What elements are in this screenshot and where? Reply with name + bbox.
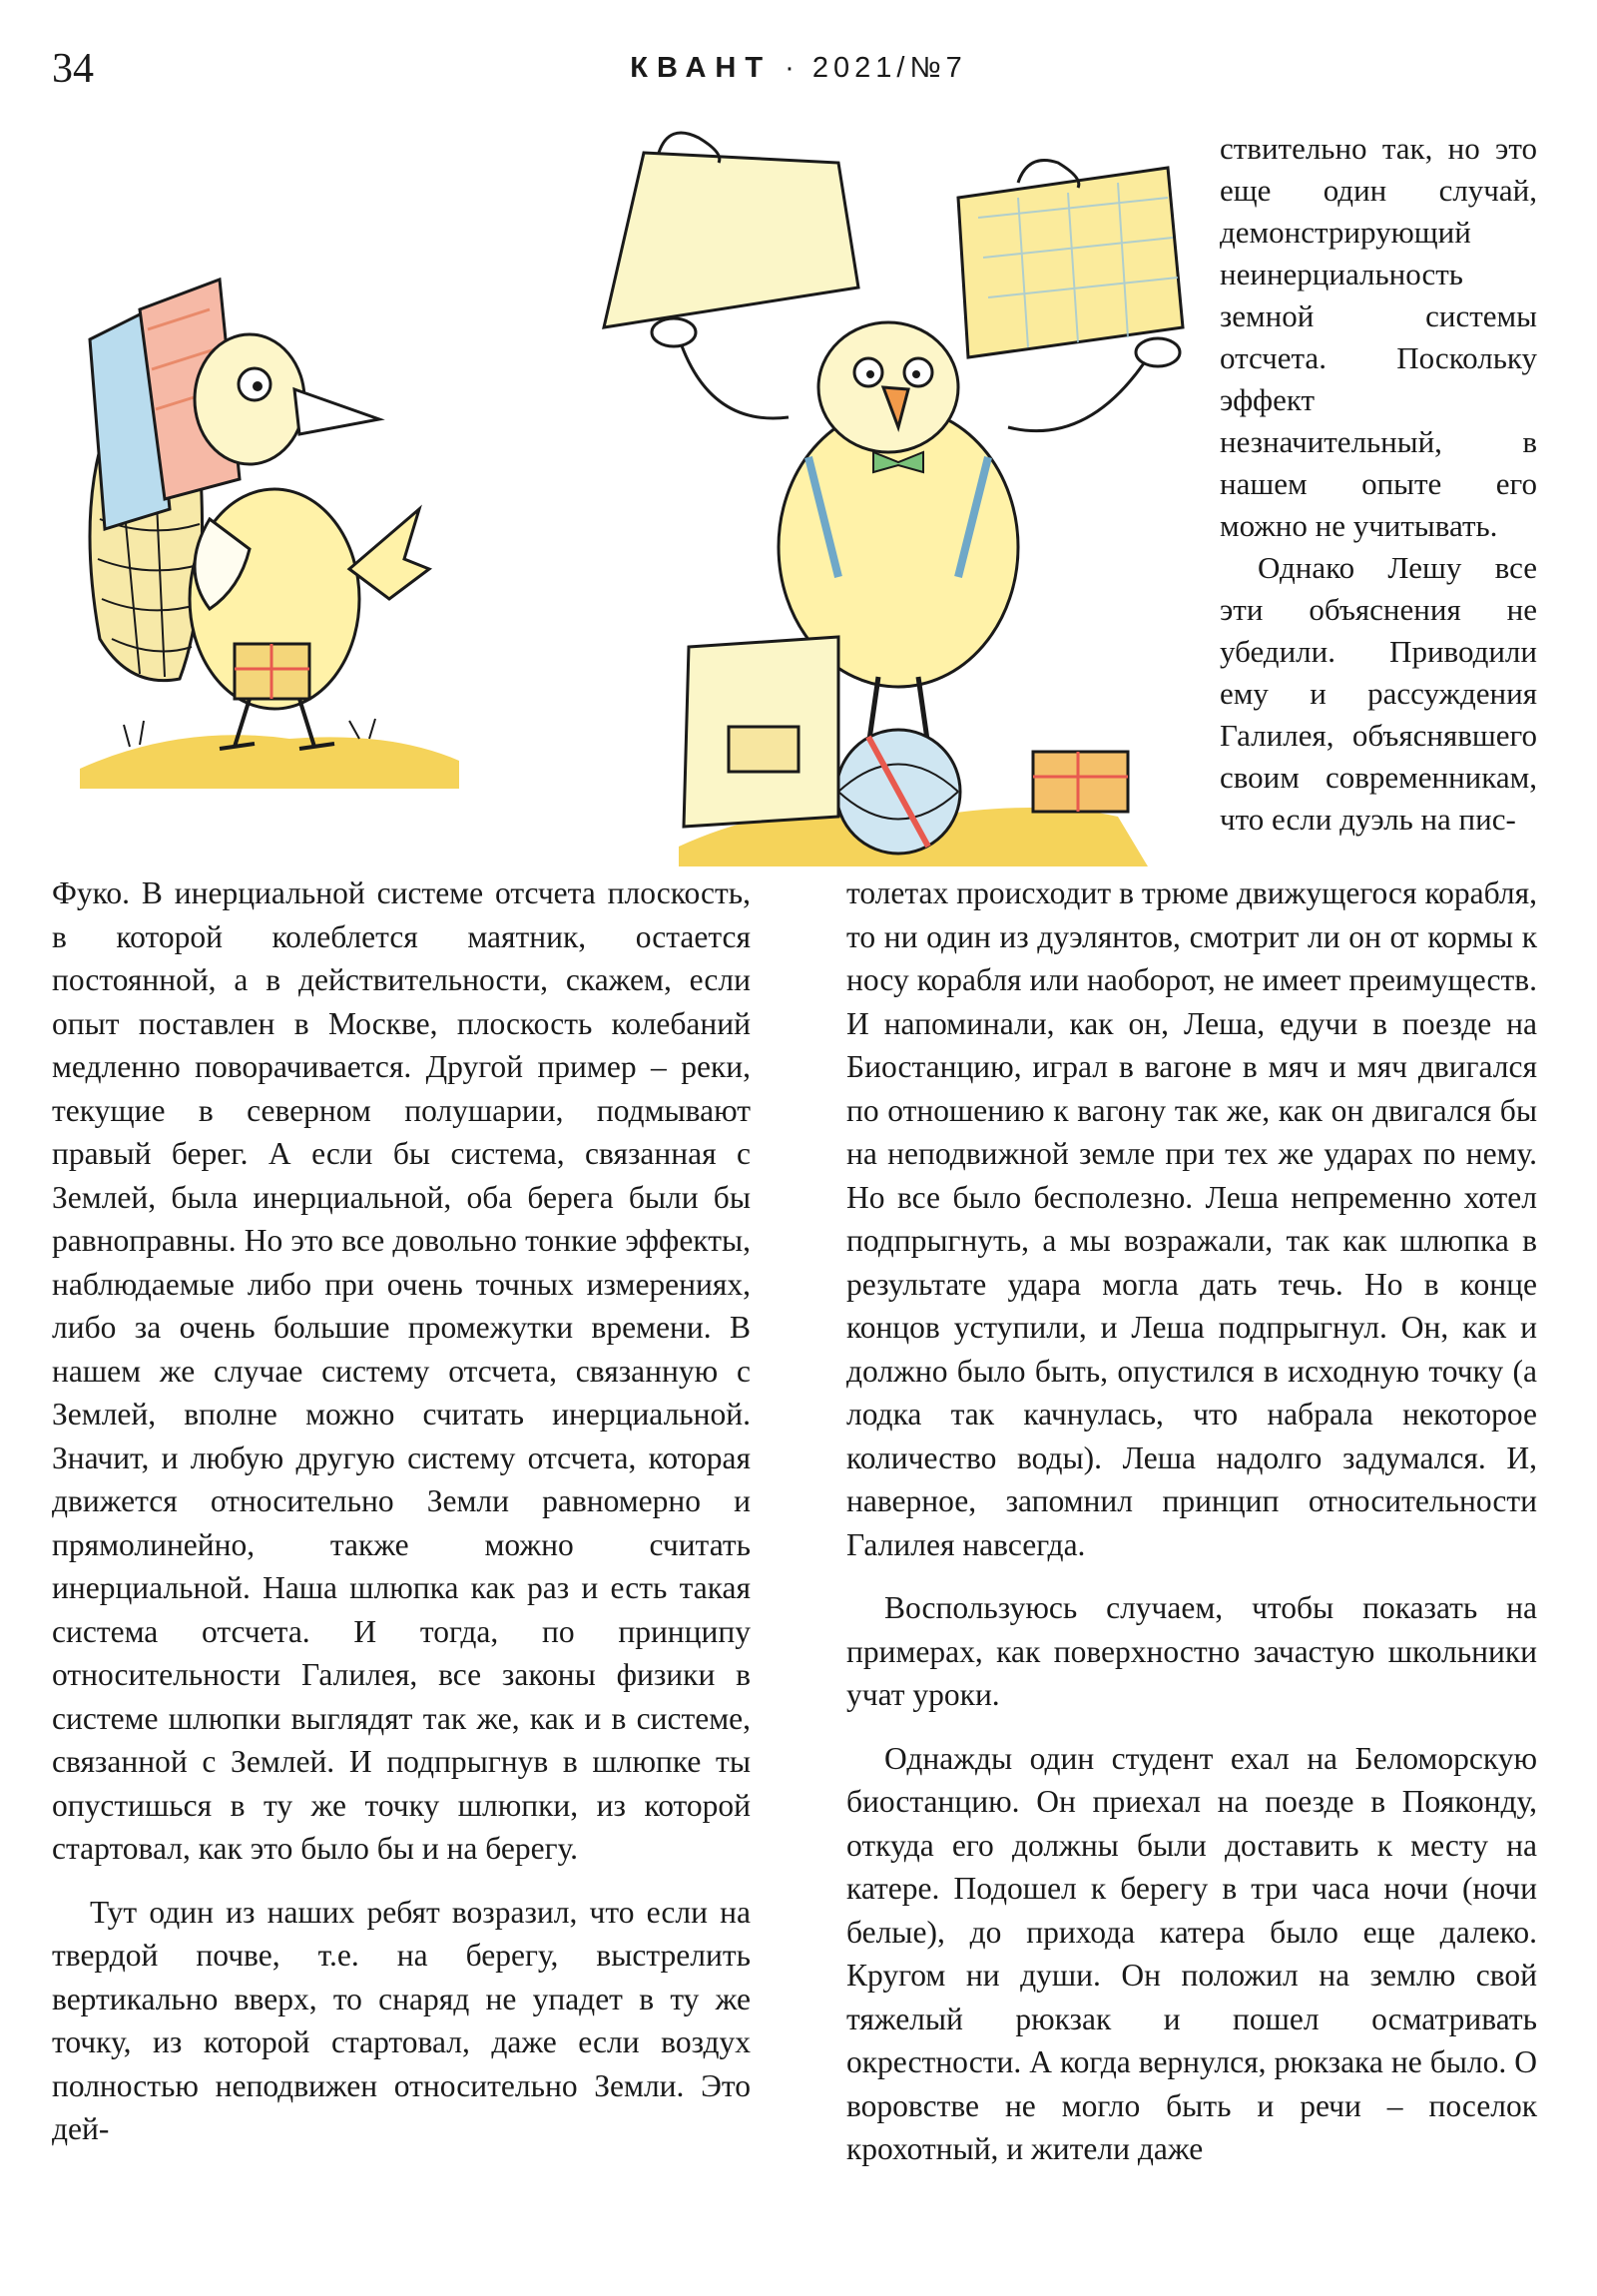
running-head: [0, 48, 1597, 88]
paragraph: ствительно так, но это еще один случай, демонстрирующий неинерциальность земной системы отсчета. Поскольку эффект незначительный, в нашем опыте его можно не учитывать.: [1220, 131, 1537, 543]
top-right-column: [1220, 128, 1537, 841]
paragraph: Воспользуюсь случаем, чтобы показать на примерах, как поверхностно зачастую школьники учат уроки.: [846, 1590, 1537, 1712]
paragraph: толетах происходит в трюме движущегося корабля, то ни один из дуэлянтов, смотрит ли он от кормы к носу корабля или наоборот, не имеет преимуществ. И напоминали, как он, Леша, едучи в поезде на Биостанцию, играл в вагоне в мяч и мяч двигался по отношению к вагону так же, как он двигался бы на неподвижной земле при тех же ударах по нему. Но все было бесполезно. Леша непременно хотел подпрыгнуть, а мы возражали, так как шлюпка в результате удара могла дать течь. Но в конце концов уступили, и Леша подпрыгнул. Он, как и должно было быть, опустился в исходную точку (а лодка так качнулась, что набрала некоторое количество воды). Леша надолго задумался. И, наверное, запомнил принцип относительности Галилея навсегда.: [846, 875, 1537, 1562]
bird-lifting-bags-illustration: [589, 128, 1208, 866]
page-header: [0, 44, 1597, 94]
paragraph: Однако Лешу все эти объяснения не убедили. Приводили ему и рассуждения Галилея, объяснявшего своим современникам, что если дуэль на пис-: [1220, 550, 1537, 837]
paragraph: Тут один из наших ребят возразил, что если на твердой почве, т.е. на берегу, выстрелить вертикально вверх, то снаряд не упадет в ту же точку, из которой стартовал, даже если воздух полностью неподвижен относительно Земли. Это дей-: [52, 1894, 751, 2146]
paragraph: Однажды один студент ехал на Беломорскую биостанцию. Он приехал на поезде в Пояконду, откуда его должны были доставить к месту на катере. Подошел к берегу в три часа ночи (ночи белые), до прихода катера было еще далеко. Кругом ни души. Он положил на землю свой тяжелый рюкзак и пошел осматривать окрестности. А когда вернулся, рюкзака не было. О воровстве не могло быть и речи – поселок крохотный, и жители даже: [846, 1740, 1537, 2166]
journal-title: КВАНТ: [630, 52, 773, 84]
right-column: [846, 871, 1537, 2171]
paragraph: Фуко. В инерциальной системе отсчета плоскость, в которой колеблется маятник, остается постоянной, а в действительности, скажем, если опыт поставлен в Москве, плоскость колебаний медленно поворачивается. Другой пример – реки, текущие в северном полушарии, подмывают правый берег. А если бы система, связанная с Землей, была инерциальной, оба берега были бы равноправны. Но это все довольно тонкие эффекты, наблюдаемые либо при очень точных измерениях, либо за очень большие промежутки времени. В нашем же случае систему отсчета, связанную с Землей, вполне можно считать инерциальной. Значит, и любую другую систему отсчета, которая движется относительно Земли равномерно и прямолинейно, также можно считать инерциальной. Наша шлюпка как раз и есть такая система отсчета. И тогда, по принципу относительности Галилея, все законы физики в системе шлюпки выглядят так же, как и в системе, связанной с Землей. И подпрыгнув в шлюпке ты опустишься в ту же точку шлюпки, из которой стартовал, как это было бы и на берегу.: [52, 875, 751, 1866]
left-column: [52, 871, 751, 2151]
issue-number: 2021/№7: [811, 52, 967, 84]
bird-with-backpack-illustration: [60, 270, 479, 789]
header-separator: ·: [785, 52, 799, 84]
page-number: 34: [52, 46, 94, 92]
